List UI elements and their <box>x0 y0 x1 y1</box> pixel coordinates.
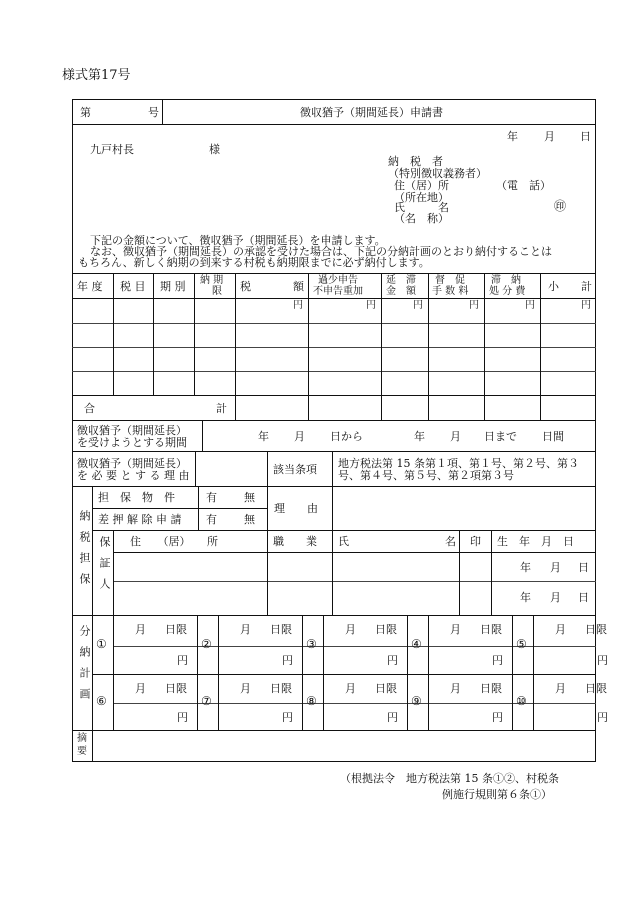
header-disposal-1: 滞 納 <box>491 275 521 286</box>
period-row-bottom <box>72 451 596 452</box>
header-period: 期 別 <box>160 280 186 293</box>
tax-row-line <box>72 323 596 324</box>
period-day-from: 日から <box>330 430 363 443</box>
guarantor-name-header-1: 氏 <box>338 535 349 548</box>
col-line <box>235 273 236 420</box>
header-arrears-1: 延 滞 <box>386 275 416 286</box>
installment-month: 月 <box>135 623 146 636</box>
notes-label-2: 要 <box>77 746 87 757</box>
applicable-clause-label: 該当条項 <box>273 463 317 476</box>
col-line <box>153 273 154 395</box>
form-title: 徴収猶予（期間延長）申請書 <box>300 106 443 119</box>
reason-row-bottom <box>72 486 596 487</box>
intro-line-3: もちろん、新しく納期の到来する村税も納期限までに必ず納付します。 <box>78 256 430 269</box>
col-line <box>491 530 492 615</box>
tax-row-line <box>72 395 596 396</box>
col-line <box>332 486 333 530</box>
col-line <box>308 273 309 420</box>
tax-row-line <box>72 371 596 372</box>
col-line <box>407 615 408 674</box>
installment-day-limit: 日限 <box>480 623 502 636</box>
birth-year: 年 <box>520 591 531 604</box>
location-label: （所在地） <box>394 191 449 204</box>
guarantor-header-bottom <box>113 552 596 553</box>
corp-name-label: （名 称） <box>394 212 449 225</box>
release-none: 無 <box>244 513 255 526</box>
seizure-release-label: 差 押 解 除 申 請 <box>98 513 182 526</box>
yen-mark: 円 <box>525 300 535 311</box>
tax-collateral-side-label: 納税担保 <box>78 510 91 594</box>
installment-day-limit: 日限 <box>165 623 187 636</box>
col-line <box>113 615 114 674</box>
side-label-column <box>92 486 93 615</box>
release-has: 有 <box>206 513 217 526</box>
col-line <box>113 674 114 730</box>
installment-number: ⑨ <box>411 694 422 708</box>
header-penalty-1: 過少申告 <box>318 275 358 286</box>
col-line <box>428 674 429 730</box>
col-line <box>194 273 195 395</box>
installment-number: ① <box>96 637 107 651</box>
period-year-2: 年 <box>414 430 425 443</box>
installment-yen: 円 <box>177 711 188 724</box>
yen-mark: 円 <box>469 300 479 311</box>
property-none: 無 <box>244 491 255 504</box>
guarantor-occupation-header: 職 業 <box>273 535 317 548</box>
reason-label-1: 徴収猶予（期間延長） <box>77 457 187 470</box>
col-line <box>267 451 268 486</box>
header-subtotal: 小 計 <box>548 280 592 293</box>
birth-month: 月 <box>550 591 561 604</box>
date-month-label: 月 <box>544 130 555 143</box>
guarantor-bottom <box>72 615 596 616</box>
number-prefix: 第 <box>80 106 91 119</box>
yen-mark: 円 <box>366 300 376 311</box>
installment-yen: 円 <box>387 711 398 724</box>
guarantor-side-label: 保証人 <box>98 536 111 599</box>
period-month-1: 月 <box>294 430 305 443</box>
col-line <box>113 273 114 395</box>
total-label-1: 合 <box>84 402 95 415</box>
applicable-clause-2: 号、第４号、第５号、第２項第３号 <box>338 469 514 482</box>
installment-number: ③ <box>306 637 317 651</box>
seal-mark: ㊞ <box>554 199 567 213</box>
col-line <box>533 615 534 674</box>
date-year-label: 年 <box>507 130 518 143</box>
col-line <box>302 674 303 730</box>
col-line <box>428 615 429 674</box>
installment-day-limit: 日限 <box>270 623 292 636</box>
installment-month: 月 <box>135 682 146 695</box>
installment-number: ⑩ <box>516 694 527 708</box>
period-month-2: 月 <box>450 430 461 443</box>
plan-row-divider <box>92 674 596 675</box>
name-label: 氏 名 <box>394 201 449 214</box>
collateral-mid-line <box>92 508 268 509</box>
col-line <box>381 273 382 420</box>
installment-day-limit: 日限 <box>375 623 397 636</box>
header-fee-2: 手 数 料 <box>432 286 469 297</box>
installment-yen: 円 <box>492 654 503 667</box>
legal-basis-line-2: 例施行規則第６条①） <box>442 788 552 801</box>
birth-day: 日 <box>578 591 589 604</box>
col-line <box>332 451 333 486</box>
header-fee-1: 督 促 <box>435 275 465 286</box>
installment-month: 月 <box>555 623 566 636</box>
side-label-column <box>92 615 93 730</box>
period-days: 日間 <box>542 430 564 443</box>
col-line <box>113 530 114 615</box>
header-due-1: 納 期 <box>200 275 224 286</box>
col-line <box>195 451 196 486</box>
col-line <box>323 674 324 730</box>
col-line <box>218 674 219 730</box>
col-line <box>332 530 333 615</box>
header-penalty-2: 不申告重加 <box>313 286 363 297</box>
birth-month: 月 <box>550 561 561 574</box>
form-number: 様式第17号 <box>62 68 131 83</box>
header-due-2: 限 <box>212 286 222 297</box>
installment-month: 月 <box>240 623 251 636</box>
header-number-separator <box>162 99 163 124</box>
header-arrears-2: 金 額 <box>386 286 416 297</box>
phone-label: （電 話） <box>496 179 551 192</box>
installment-day-limit: 日限 <box>585 682 607 695</box>
installment-yen: 円 <box>387 654 398 667</box>
number-suffix: 号 <box>148 106 159 119</box>
installment-month: 月 <box>450 682 461 695</box>
col-line <box>302 615 303 674</box>
installment-yen: 円 <box>282 711 293 724</box>
period-year-1: 年 <box>258 430 269 443</box>
intro-line-2: なお、徴収猶予（期間延長）の承認を受けた場合は、下記の分納計画のとおり納付することは <box>90 245 552 258</box>
taxpayer-label: 納 税 者 <box>388 155 443 168</box>
col-line <box>197 674 198 730</box>
collateral-property-label: 担 保 物 件 <box>98 491 175 504</box>
installment-day-limit: 日限 <box>270 682 292 695</box>
installment-day-limit: 日限 <box>165 682 187 695</box>
addressee-honorific: 様 <box>209 143 220 156</box>
header-tax-item: 税 目 <box>120 280 146 293</box>
special-collector-label: （特別徴収義務者） <box>388 167 487 180</box>
guarantor-birth-header: 生 年 月 日 <box>497 535 574 548</box>
col-line <box>512 674 513 730</box>
col-line <box>267 530 268 615</box>
period-label-1: 徴収猶予（期間延長） <box>77 424 187 437</box>
col-line <box>428 273 429 420</box>
col-line <box>198 486 199 530</box>
installment-yen: 円 <box>282 654 293 667</box>
installment-day-limit: 日限 <box>585 623 607 636</box>
installment-yen: 円 <box>597 654 608 667</box>
total-label-2: 計 <box>216 402 227 415</box>
col-line <box>540 273 541 420</box>
guarantor-address-header: 住 （居） 所 <box>130 535 218 548</box>
installment-number: ⑦ <box>201 694 212 708</box>
installment-yen: 円 <box>492 711 503 724</box>
col-line <box>533 674 534 730</box>
col-line <box>407 674 408 730</box>
legal-basis-line-1: （根拠法令 地方税法第 15 条①②、村税条 <box>340 772 559 785</box>
guarantor-name-header-2: 名 <box>445 535 456 548</box>
col-line <box>459 530 460 615</box>
tax-table-header-bottom <box>72 298 596 299</box>
guarantor-seal-header: 印 <box>470 535 481 548</box>
plan-bottom <box>72 730 596 731</box>
installment-number: ⑤ <box>516 637 527 651</box>
installment-month: 月 <box>450 623 461 636</box>
col-line <box>197 615 198 674</box>
installment-day-limit: 日限 <box>375 682 397 695</box>
installment-day-limit: 日限 <box>480 682 502 695</box>
yen-mark: 円 <box>413 300 423 311</box>
installment-month: 月 <box>345 623 356 636</box>
birth-day: 日 <box>578 561 589 574</box>
col-line <box>512 615 513 674</box>
col-line <box>323 615 324 674</box>
collateral-bottom <box>92 530 596 531</box>
col-line <box>92 730 93 762</box>
col-line <box>267 486 268 530</box>
guarantor-row-line <box>113 581 596 582</box>
reason-label-2: を 必 要 と す る 理 由 <box>77 469 190 482</box>
col-line <box>484 273 485 420</box>
yen-mark: 円 <box>293 300 303 311</box>
col-line <box>202 420 203 451</box>
period-label-2: を受けようとする期間 <box>77 436 187 449</box>
tax-row-line <box>72 347 596 348</box>
tax-total-bottom <box>72 420 596 421</box>
installment-month: 月 <box>345 682 356 695</box>
collateral-reason-label: 理 由 <box>274 502 318 515</box>
installment-yen: 円 <box>597 711 608 724</box>
tax-table-top <box>72 273 596 274</box>
col-line <box>218 615 219 674</box>
header-divider <box>72 124 596 125</box>
installment-number: ⑧ <box>306 694 317 708</box>
header-year: 年 度 <box>77 280 103 293</box>
header-tax-amount-1: 税 <box>240 280 251 293</box>
address-label: 住（居）所 <box>394 179 449 192</box>
applicable-clause-1: 地方税法第 15 条第１項、第１号、第２号、第３ <box>338 457 579 470</box>
installment-yen: 円 <box>177 654 188 667</box>
installment-month: 月 <box>240 682 251 695</box>
intro-line-1: 下記の金額について、徴収猶予（期間延長）を申請します。 <box>90 234 386 247</box>
property-has: 有 <box>206 491 217 504</box>
addressee-name: 九戸村長 <box>90 143 134 156</box>
installment-number: ④ <box>411 637 422 651</box>
header-tax-amount-2: 額 <box>293 280 304 293</box>
installment-plan-side-label: 分納計画 <box>78 625 91 709</box>
birth-year: 年 <box>520 561 531 574</box>
installment-number: ⑥ <box>96 694 107 708</box>
date-day-label: 日 <box>580 130 591 143</box>
header-disposal-2: 処 分 費 <box>489 286 526 297</box>
period-day-to: 日まで <box>484 430 517 443</box>
installment-number: ② <box>201 637 212 651</box>
installment-month: 月 <box>555 682 566 695</box>
yen-mark: 円 <box>581 300 591 311</box>
notes-label-1: 摘 <box>77 733 87 744</box>
